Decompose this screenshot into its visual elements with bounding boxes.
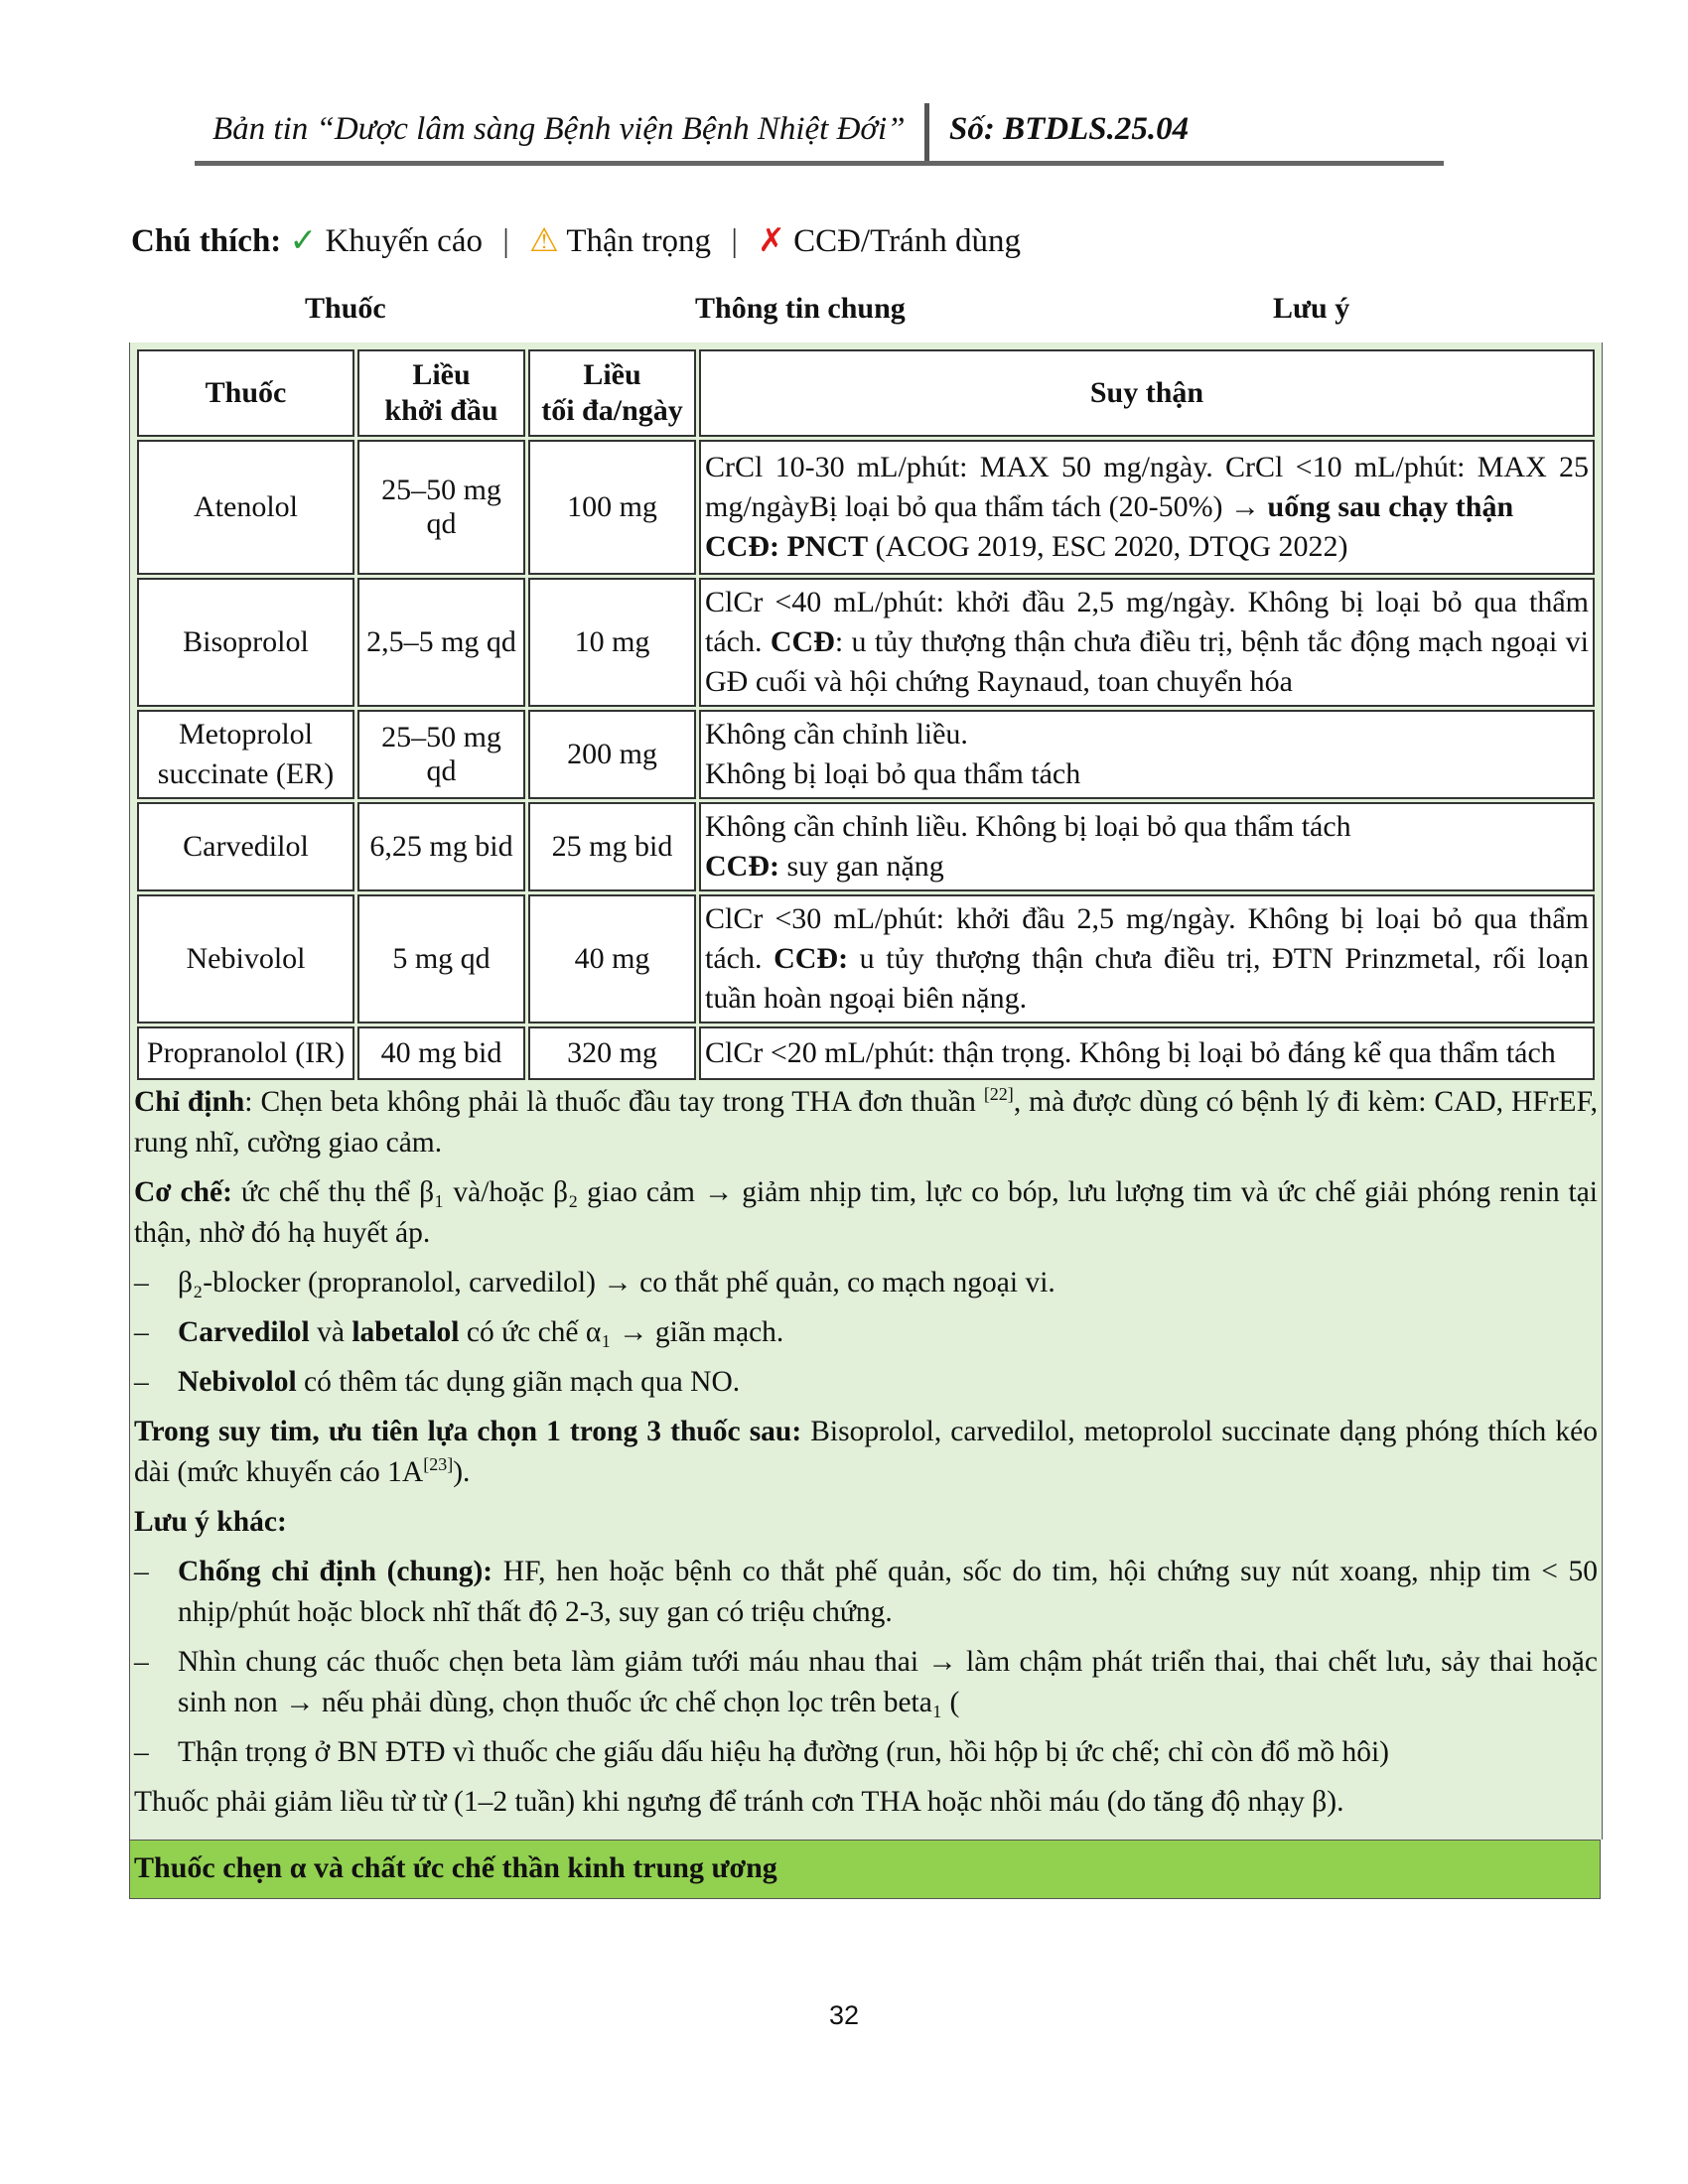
header-drug: Thuốc — [137, 349, 354, 437]
max-dose: 10 mg — [528, 578, 696, 707]
section-title-bar — [129, 1840, 1601, 1899]
table-row — [137, 802, 1595, 891]
renal-note: ClCr <30 mL/phút: khởi đầu 2,5 mg/ngày. Không bị loại bỏ qua thẩm tách. CCĐ: u tủy thượng thận chưa điều trị, ĐTN Prinzmetal, rối loạn tuần hoàn ngoại biên nặng. — [699, 894, 1595, 1024]
header-rule — [195, 161, 1444, 166]
max-dose: 320 mg — [528, 1026, 696, 1080]
renal-note: ClCr <40 mL/phút: khởi đầu 2,5 mg/ngày. Không bị loại bỏ qua thẩm tách. CCĐ: u tủy thượng thận chưa điều trị, bệnh tắc động mạch ngoại vi GĐ cuối và hội chứng Raynaud, toan chuyển hóa — [699, 578, 1595, 707]
header-max-dose: Liều tối đa/ngày — [528, 349, 696, 437]
page-header — [195, 103, 1444, 163]
table-row — [137, 710, 1595, 799]
legend-caution: Thận trọng — [566, 223, 712, 259]
outer-col-notes: Lưu ý — [1273, 292, 1350, 325]
issue-number: Số: BTDLS.25.04 — [949, 111, 1190, 147]
table-row — [137, 440, 1595, 575]
drug-name: Carvedilol — [137, 802, 354, 891]
page-number: 32 — [828, 2000, 860, 2030]
legend — [131, 220, 1021, 260]
other-note-item: – Thận trọng ở BN ĐTĐ vì thuốc che giấu dấu hiệu hạ đường (run, hồi hộp bị ức chế; chỉ còn đổ mồ hôi) — [134, 1736, 1389, 1768]
header-divider — [924, 103, 929, 163]
max-dose: 200 mg — [528, 710, 696, 799]
other-note-item: – Nhìn chung các thuốc chẹn beta làm giảm tưới máu nhau thai → làm chậm phát triển thai, thai chết lưu, sảy thai hoặc sinh non → nếu phải dùng, chọn thuốc ức chế chọn lọc trên beta₁ ( — [134, 1646, 1598, 1718]
drug-name: Metoprolol succinate (ER) — [137, 710, 354, 799]
legend-avoid: CCĐ/Tránh dùng — [793, 223, 1021, 259]
cross-icon: ✗ — [758, 223, 785, 259]
other-notes-heading: Lưu ý khác: — [134, 1506, 287, 1538]
outer-col-drug: Thuốc — [305, 292, 386, 325]
outer-column-headers — [131, 288, 1601, 332]
renal-note: Không cần chỉnh liều. Không bị loại bỏ qua thẩm tách CCĐ: suy gan nặng — [699, 802, 1595, 891]
citation: [22] — [983, 1084, 1014, 1105]
taper-note: Thuốc phải giảm liều từ từ (1–2 tuần) khi ngưng để tránh cơn THA hoặc nhồi máu (do tăng độ nhạy β). — [134, 1786, 1344, 1818]
table-row — [137, 1026, 1595, 1080]
table-header-row — [137, 349, 1595, 437]
mechanism-item: – β₂-blocker (propranolol, carvedilol) → co thắt phế quản, co mạch ngoại vi. — [134, 1267, 1055, 1298]
start-dose: 25–50 mg qd — [357, 440, 525, 575]
other-note-item: – Chống chỉ định (chung): HF, hen hoặc bệnh co thắt phế quản, sốc do tim, hội chứng suy nút xoang, nhịp tim < 50 nhịp/phút hoặc block nhĩ thất độ 2-3, suy gan có triệu chứng. — [134, 1556, 1598, 1628]
warning-icon: ⚠ — [529, 223, 559, 259]
table-row — [137, 578, 1595, 707]
max-dose: 40 mg — [528, 894, 696, 1024]
dose-table — [134, 346, 1598, 1083]
start-dose: 40 mg bid — [357, 1026, 525, 1080]
drug-name: Atenolol — [137, 440, 354, 575]
bulletin-title: Bản tin “Dược lâm sàng Bệnh viện Bệnh Nhiệt Đới” — [212, 111, 906, 147]
table-row — [137, 894, 1595, 1024]
section-title: Thuốc chẹn α và chất ức chế thần kinh trung ương — [134, 1851, 777, 1884]
drug-name: Bisoprolol — [137, 578, 354, 707]
drug-name: Nebivolol — [137, 894, 354, 1024]
renal-note: ClCr <20 mL/phút: thận trọng. Không bị loại bỏ đáng kể qua thẩm tách — [699, 1026, 1595, 1080]
check-icon: ✓ — [289, 223, 318, 259]
start-dose: 2,5–5 mg qd — [357, 578, 525, 707]
header-renal: Suy thận — [699, 349, 1595, 437]
mechanism-item: – Nebivolol có thêm tác dụng giãn mạch qua NO. — [134, 1366, 741, 1398]
mechanism-item: – Carvedilol và labetalol có ức chế α₁ → giãn mạch. — [134, 1316, 784, 1348]
outer-col-general: Thông tin chung — [695, 292, 906, 325]
renal-note: Không cần chỉnh liều. Không bị loại bỏ qua thẩm tách — [699, 710, 1595, 799]
beta-blocker-panel — [129, 342, 1603, 1840]
legend-label: Chú thích: — [131, 223, 282, 259]
notes-section — [134, 1082, 1598, 1832]
legend-recommend: Khuyến cáo — [325, 223, 483, 259]
max-dose: 100 mg — [528, 440, 696, 575]
header-start-dose: Liều khởi đầu — [357, 349, 525, 437]
start-dose: 5 mg qd — [357, 894, 525, 1024]
legend-separator: | — [731, 223, 738, 259]
start-dose: 6,25 mg bid — [357, 802, 525, 891]
indication-paragraph: Chỉ định: Chẹn beta không phải là thuốc đầu tay trong THA đơn thuần [22], mà được dùng có bệnh lý đi kèm: CAD, HFrEF, rung nhĩ, cường giao cảm. — [134, 1084, 1598, 1159]
mechanism-paragraph: Cơ chế: ức chế thụ thể β₁ và/hoặc β₂ giao cảm → giảm nhịp tim, lực co bóp, lưu lượng tim và ức chế giải phóng renin tại thận, nhờ đó hạ huyết áp. — [134, 1176, 1598, 1249]
legend-separator: | — [502, 223, 509, 259]
renal-note: CrCl 10-30 mL/phút: MAX 50 mg/ngày. CrCl <10 mL/phút: MAX 25 mg/ngàyBị loại bỏ qua thẩm tách (20-50%) → uống sau chạy thận CCĐ: PNCT (ACOG 2019, ESC 2020, DTQG 2022) — [699, 440, 1595, 575]
drug-name: Propranolol (IR) — [137, 1026, 354, 1080]
citation: [23] — [423, 1454, 454, 1475]
start-dose: 25–50 mg qd — [357, 710, 525, 799]
max-dose: 25 mg bid — [528, 802, 696, 891]
heart-failure-paragraph: Trong suy tim, ưu tiên lựa chọn 1 trong 3 thuốc sau: Bisoprolol, carvedilol, metoprolol succinate dạng phóng thích kéo dài (mức khuyến cáo 1A[23]). — [134, 1416, 1598, 1488]
